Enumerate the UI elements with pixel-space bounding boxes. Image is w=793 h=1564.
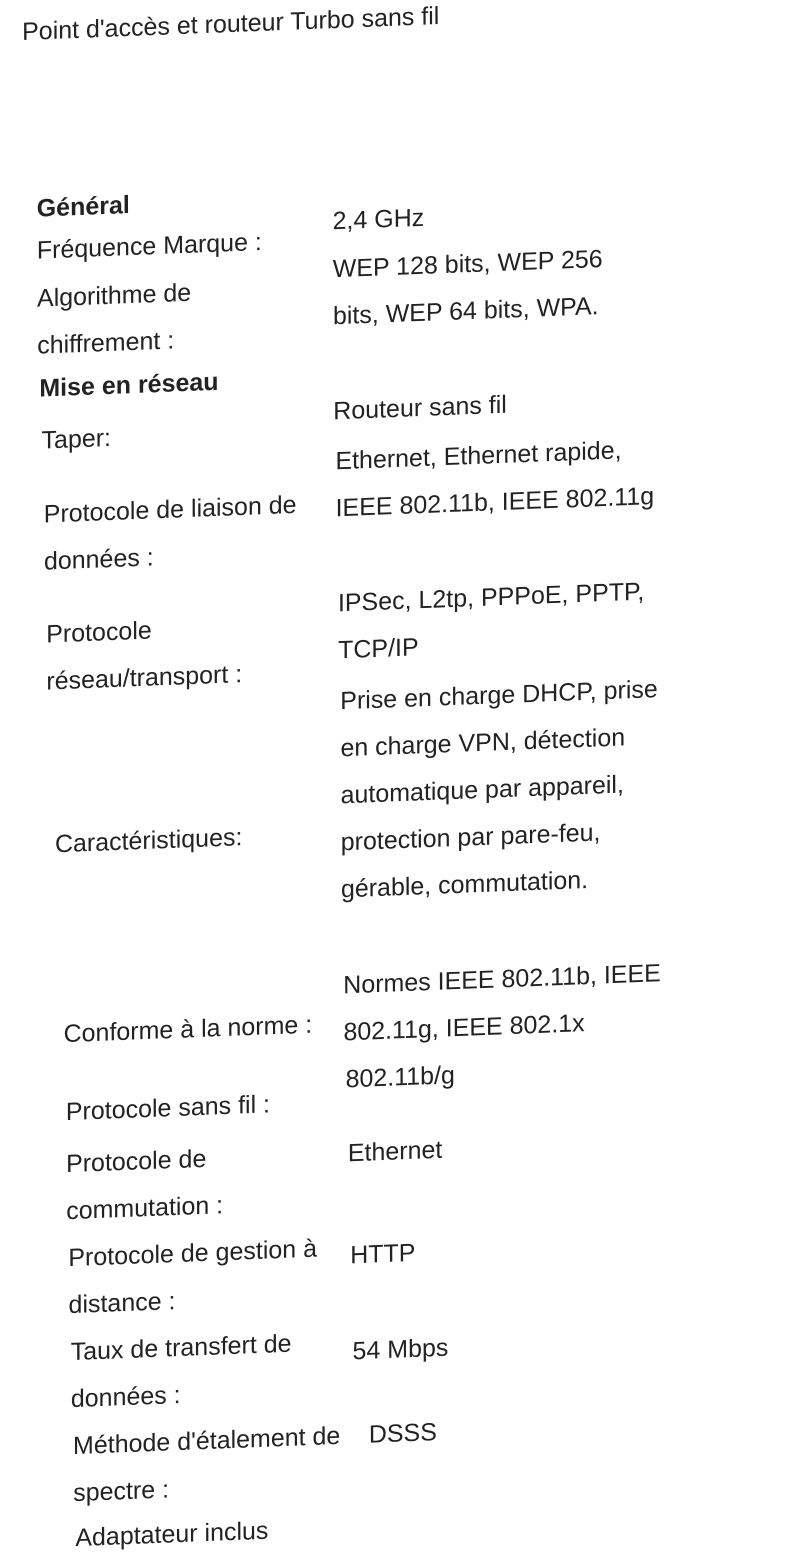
spec-value: Ethernet — [347, 1135, 443, 1168]
spec-label: Adaptateur inclus — [75, 1516, 269, 1553]
spec-label: Algorithme de chiffrement : — [36, 278, 192, 360]
spec-value: 54 Mbps — [352, 1333, 449, 1366]
spec-value: 2,4 GHz — [332, 203, 425, 236]
spec-value: DSSS — [368, 1418, 437, 1449]
spec-value: HTTP — [350, 1238, 416, 1270]
spec-label: Fréquence Marque : — [36, 227, 262, 265]
document-title: Point d'accès et routeur Turbo sans fil — [22, 1, 440, 47]
spec-value: IPSec, L2tp, PPPoE, PPTP, TCP/IP — [337, 577, 645, 665]
section-heading-networking: Mise en réseau — [39, 367, 219, 403]
spec-value: Ethernet, Ethernet rapide, IEEE 802.11b, IEEE 802.11g — [335, 436, 655, 523]
spec-label: Méthode d'étalement de spectre : — [72, 1421, 341, 1508]
spec-value: 802.11b/g — [345, 1061, 455, 1094]
spec-value: WEP 128 bits, WEP 256 bits, WEP 64 bits, WPA. — [332, 244, 603, 331]
spec-label: Conforme à la norme : — [63, 1010, 313, 1049]
spec-value: Prise en charge DHCP, prise en charge VPN, détection automatique par appareil, protection par pare-feu, gérable, commutation. — [340, 675, 658, 904]
spec-value: Routeur sans fil — [333, 390, 507, 426]
spec-label: Protocole de gestion à distance : — [68, 1234, 318, 1320]
spec-label: Protocole de commutation : — [65, 1144, 224, 1226]
spec-label: Taper: — [41, 423, 112, 455]
spec-value: Normes IEEE 802.11b, IEEE 802.11g, IEEE 802.1x — [343, 959, 661, 1047]
spec-label: Protocole sans fil : — [65, 1090, 271, 1127]
spec-label: Protocole réseau/transport : — [46, 616, 243, 696]
spec-label: Protocole de liaison de données : — [43, 490, 297, 576]
spec-label: Caractéristiques: — [54, 823, 243, 859]
spec-label: Taux de transfert de données : — [70, 1329, 292, 1414]
section-heading-general: Général — [36, 191, 130, 223]
